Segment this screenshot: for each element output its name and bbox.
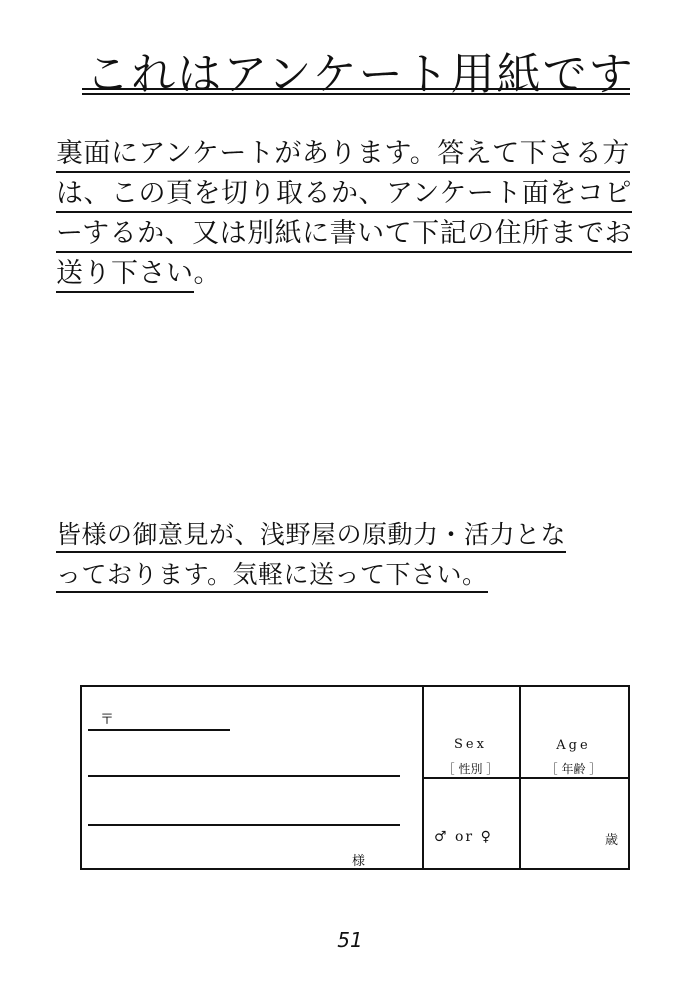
address-field[interactable] xyxy=(88,775,400,777)
intro-line xyxy=(56,214,656,254)
name-suffix: 様 xyxy=(352,854,366,869)
age-suffix: 歳 xyxy=(605,833,619,848)
age-sublabel: ［ 年齢 ］ xyxy=(545,762,602,776)
sex-options[interactable]: ♂ or ♀ xyxy=(434,829,493,845)
address-field-2[interactable] xyxy=(88,824,400,826)
intro-line-text: 送り下さい xyxy=(56,258,194,293)
title-underline-top xyxy=(82,88,630,90)
page-title: これはアンケート用紙です xyxy=(85,49,635,100)
intro-line-text: ーするか、又は別紙に書いて下記の住所までお xyxy=(56,218,632,253)
sex-sublabel: ［ 性別 ］ xyxy=(442,762,499,776)
age-label: Age xyxy=(556,738,591,753)
intro-line-text: 裏面にアンケートがあります。答えて下さる方 xyxy=(56,138,630,173)
intro-paragraph xyxy=(56,134,656,294)
message-line xyxy=(56,555,656,595)
message-line-end: 。 xyxy=(462,560,488,593)
intro-line xyxy=(56,174,656,214)
title-underline-bottom xyxy=(82,93,630,95)
form-divider xyxy=(422,777,628,779)
intro-line xyxy=(56,254,656,294)
postal-mark: 〒 xyxy=(100,712,114,728)
page-number: 51 xyxy=(337,928,363,952)
message-line-text: 皆様の御意見が、浅野屋の原動力・活力とな xyxy=(56,520,566,553)
intro-line-end: 。 xyxy=(193,258,221,289)
message-line xyxy=(56,515,656,555)
postal-code-field[interactable] xyxy=(88,729,230,731)
intro-line-text: は、この頁を切り取るか、アンケート面をコピ xyxy=(56,178,632,213)
message-paragraph xyxy=(56,515,656,595)
address-form xyxy=(80,685,630,870)
message-line-text: っております。気軽に送って下さい xyxy=(56,560,462,593)
sex-label: Sex xyxy=(454,737,487,752)
intro-line xyxy=(56,134,656,174)
